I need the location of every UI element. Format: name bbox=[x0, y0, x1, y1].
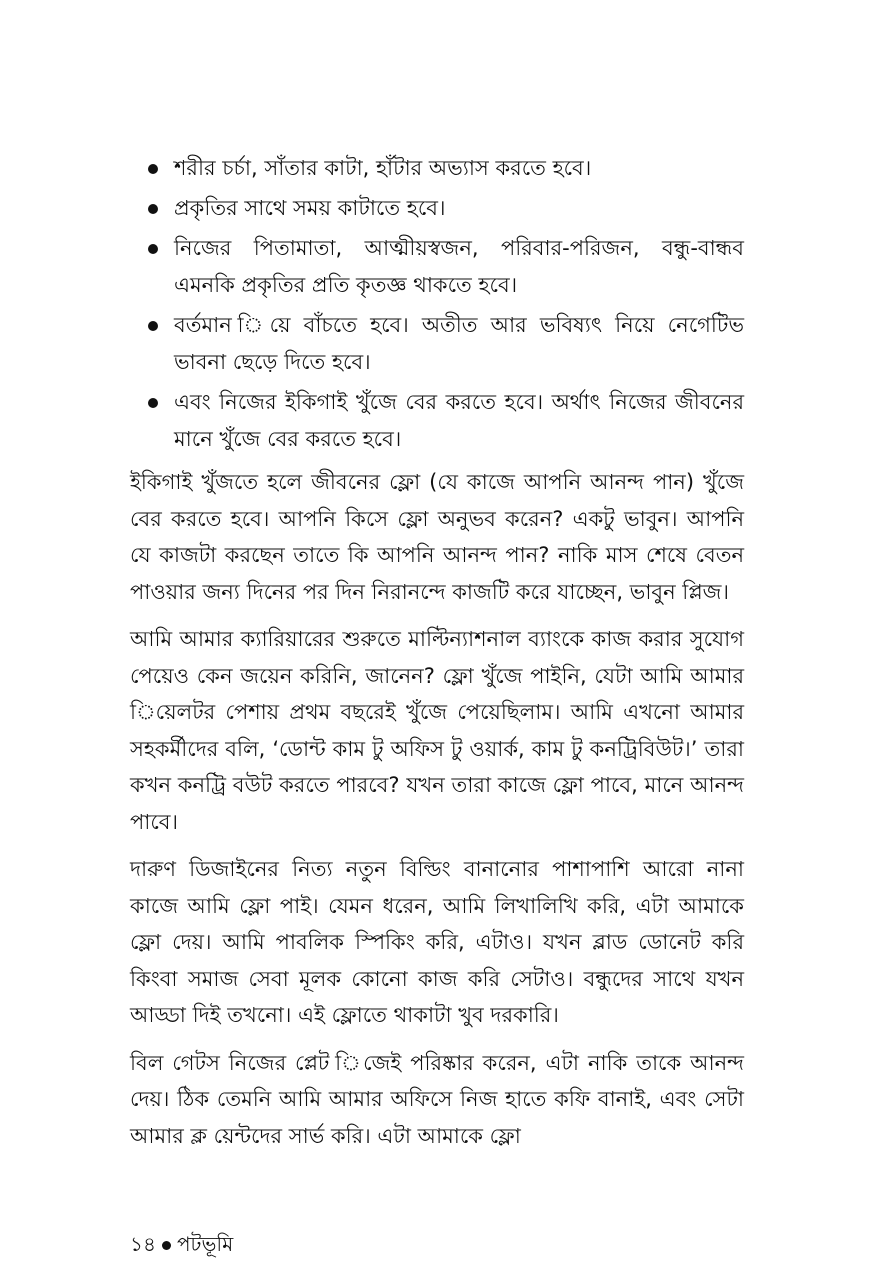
bullet-dot-icon bbox=[148, 244, 158, 254]
page-body bbox=[130, 150, 744, 1165]
paragraph-flow-activities: দারুণ ডিজাইনের নিত্য নতুন বিল্ডিং বানানোর পাশাপাশি আরো নানা কাজে আমি ফ্লো পাই। যেমন ধরেন, আমি লিখালিখি করি, এটা আমাকে ফ্লো দেয়। আমি পাবলিক স্পিকিং করি, এটাও। যখন ব্লাড ডোনেট করি কিংবা সমাজ সেবা মূলক কোনো কাজ করি সেটাও। বন্ধুদের সাথে যখন আড্ডা দিই তখনো। এই ফ্লোতে থাকাটা খুব দরকারি। bbox=[130, 857, 744, 1027]
bullet-text: প্রকৃতির সাথে সময় কাটাতে হবে। bbox=[174, 196, 446, 220]
page-number: ১৪ bbox=[130, 1232, 156, 1256]
bullet-list bbox=[130, 150, 744, 458]
bullet-text: নিজের পিতামাতা, আত্মীয়স্বজন, পরিবার-পরিজন, বন্ধু-বান্ধব এমনকি প্রকৃতির প্রতি কৃতজ্ঞ থাকতে হবে। bbox=[174, 236, 744, 297]
bullet-dot-icon bbox=[148, 321, 158, 331]
bullet-dot-icon bbox=[148, 204, 158, 214]
bullet-item bbox=[130, 150, 744, 187]
footer-dot-icon bbox=[162, 1241, 171, 1250]
bullet-text: শরীর চর্চা, সাঁতার কাটা, হাঁটার অভ্যাস করতে হবে। bbox=[174, 156, 592, 180]
bullet-item bbox=[130, 384, 744, 458]
bullet-text: এবং নিজের ইকিগাই খুঁজে বের করতে হবে। অর্থাৎ নিজের জীবনের মানে খুঁজে বের করতে হবে। bbox=[174, 390, 744, 451]
bullet-item bbox=[130, 230, 744, 304]
bullet-text: বর্তমান িয়ে বাঁচতে হবে। অতীত আর ভবিষ্যৎ নিয়ে নেগেটিভ ভাবনা ছেড়ে দিতে হবে। bbox=[174, 313, 744, 374]
bullet-dot-icon bbox=[148, 398, 158, 408]
bullet-item bbox=[130, 190, 744, 227]
bullet-dot-icon bbox=[148, 164, 158, 174]
paragraph-career: আমি আমার ক্যারিয়ারের শুরুতে মাল্টিন্যাশনাল ব্যাংকে কাজ করার সুযোগ পেয়েও কেন জয়েন করিনি, জানেন? ফ্লো খুঁজে পাইনি, যেটা আমি আমার িয়েলটর পেশায় প্রথম বছরেই খুঁজে পেয়েছিলাম। আমি এখনো আমার সহকর্মীদের বলি, ‘ডোন্ট কাম টু অফিস টু ওয়ার্ক, কাম টু কনট্রিবিউট।’ তারা কখন কনট্রি বউট করতে পারবে? যখন তারা কাজে ফ্লো পাবে, মানে আনন্দ পাবে। bbox=[130, 627, 744, 834]
paragraph-bill-gates: বিল গেটস নিজের প্লেট িজেই পরিষ্কার করেন, এটা নাকি তাকে আনন্দ দেয়। ঠিক তেমনি আমি আমার অফিসে নিজ হাতে কফি বানাই, এবং সেটা আমার ক্ল য়েন্টদের সার্ভ করি। এটা আমাকে ফ্লো bbox=[130, 1050, 744, 1148]
paragraph-flow-intro: ইকিগাই খুঁজতে হলে জীবনের ফ্লো (যে কাজে আপনি আনন্দ পান) খুঁজে বের করতে হবে। আপনি কিসে ফ্লো অনুভব করেন? একটু ভাবুন। আপনি যে কাজটা করছেন তাতে কি আপনি আনন্দ পান? নাকি মাস শেষে বেতন পাওয়ার জন্য দিনের পর দিন নিরানন্দে কাজটি করে যাচ্ছেন, ভাবুন প্লিজ। bbox=[130, 470, 744, 604]
bullet-item bbox=[130, 307, 744, 381]
section-title: পটভূমি bbox=[176, 1232, 234, 1256]
page-footer bbox=[130, 1230, 233, 1258]
